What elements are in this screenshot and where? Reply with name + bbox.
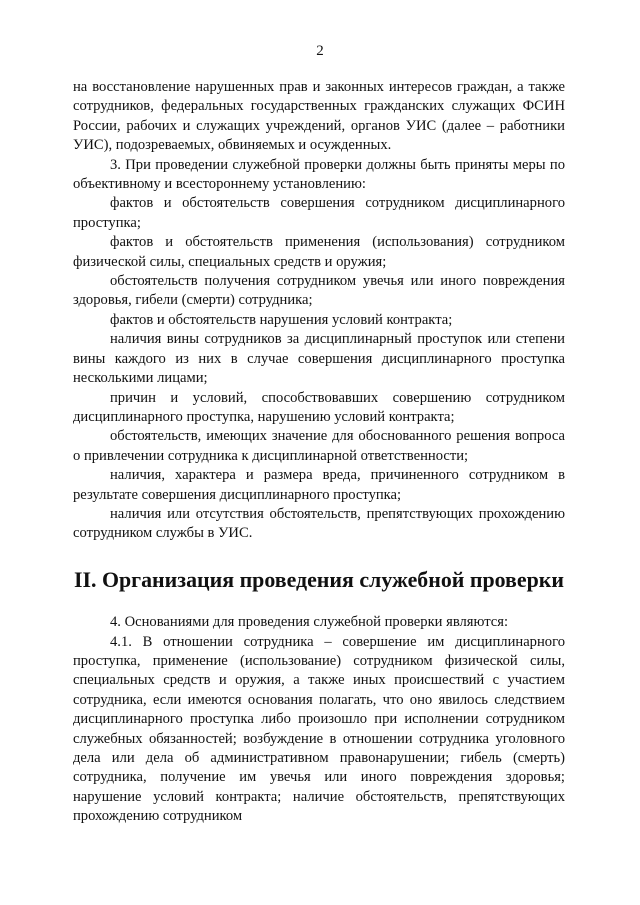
paragraph-continuation: на восстановление нарушенных прав и законных интересов граждан, а также сотрудников, федеральных государственных гражданских служащих ФСИН России, рабочих и служащих учреждений, органов УИС (далее – работники УИС), подозреваемых, обвиняемых и осужденных. xyxy=(73,79,565,154)
list-item: фактов и обстоятельств применения (использования) сотрудником физической силы, специальных средств и оружия; xyxy=(73,234,565,270)
list-item: наличия, характера и размера вреда, причиненного сотрудником в результате совершения дисциплинарного проступка; xyxy=(73,467,565,503)
list-item: наличия или отсутствия обстоятельств, препятствующих прохождению сотрудником службы в УИС. xyxy=(73,505,565,542)
list-item: наличия вины сотрудников за дисциплинарный проступок или степени вины каждого из них в случае совершения дисциплинарного проступка несколькими лицами; xyxy=(73,331,565,387)
list-item: обстоятельств, имеющих значение для обоснованного решения вопроса о привлечении сотрудника к дисциплинарной ответственности; xyxy=(73,428,565,464)
list-item: причин и условий, способствовавших совершению сотрудником дисциплинарного проступка, нарушению условий контракта; xyxy=(73,389,565,425)
list-item: фактов и обстоятельств совершения сотрудником дисциплинарного проступка; xyxy=(73,195,565,231)
paragraph-clause-4: 4. Основаниями для проведения служебной проверки являются: xyxy=(110,614,509,631)
paragraph-clause-3: 3. При проведении служебной проверки должны быть приняты меры по объективному и всестороннему установлению: xyxy=(73,156,565,193)
paragraph-clause-4-1: 4.1. В отношении сотрудника – совершение им дисциплинарного проступка, применение (использование) сотрудником физической силы, специальных средств и оружия, а также иных происшествий с участием сотрудника, если имеются основания полагать, что оно явилось следствием дисциплинарного проступка либо произошло при исполнении сотрудником служебных обязанностей; возбуждение в отношении сотрудника уголовного дела или дела об административном правонарушении; гибель (смерть) сотрудника, получение им увечья или иного повреждения здоровья; нарушение условий контракта; наличие обстоятельств, препятствующих прохождению сотрудником xyxy=(73,633,565,825)
section-heading: II. Организация проведения служебной проверки xyxy=(73,566,565,592)
list-item: фактов и обстоятельств нарушения условий контракта; xyxy=(110,311,453,328)
page-number: 2 xyxy=(316,43,324,59)
document-body xyxy=(73,78,565,827)
list-item: обстоятельств получения сотрудником увечья или иного повреждения здоровья, гибели (смерти) сотрудника; xyxy=(73,273,565,309)
